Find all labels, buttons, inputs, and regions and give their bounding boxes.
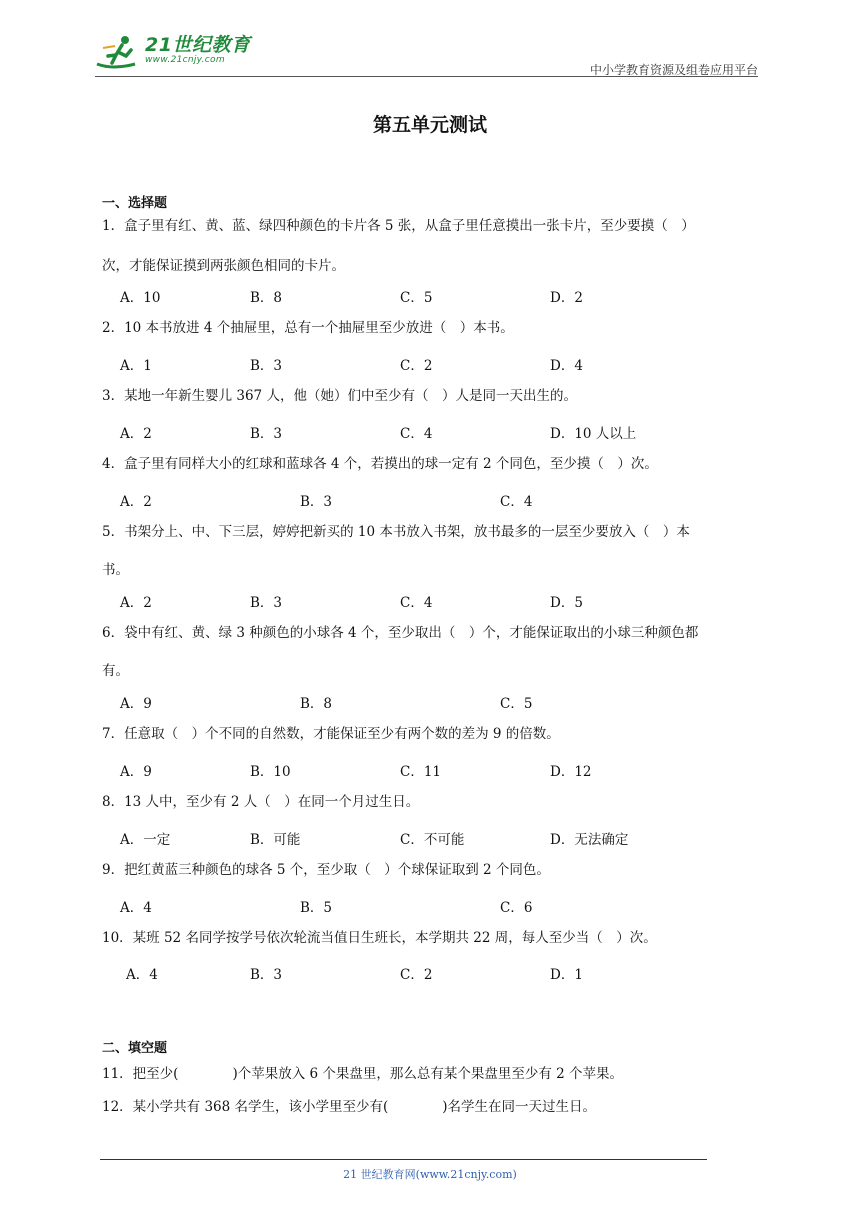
- option: A．4: [126, 967, 158, 983]
- option: A．9: [120, 696, 152, 712]
- question-2-options: [120, 354, 760, 374]
- option: A．2: [120, 426, 152, 442]
- option: D．12: [550, 764, 592, 780]
- option: C．4: [400, 426, 433, 442]
- question-8-options: [120, 828, 760, 848]
- option: A．4: [120, 900, 152, 916]
- option: C．不可能: [400, 832, 465, 848]
- question-1-cont: 次，才能保证摸到两张颜色相同的卡片。: [102, 258, 345, 274]
- option: B．3: [250, 426, 283, 442]
- question-11: 11．把至少( )个苹果放入 6 个果盘里，那么总有某个果盘里至少有 2 个苹果。: [102, 1066, 624, 1082]
- question-5-options: [120, 591, 760, 611]
- option: B．3: [250, 358, 283, 374]
- question-10: 10．某班 52 名同学按学号依次轮流当值日生班长，本学期共 22 周，每人至少当（ ）次。: [102, 930, 657, 946]
- runner-logo-icon: [95, 34, 141, 74]
- question-5-cont: 书。: [102, 562, 129, 578]
- platform-label: 中小学教育资源及组卷应用平台: [589, 63, 758, 77]
- option: C．4: [500, 494, 533, 510]
- question-1-options: [120, 286, 760, 306]
- option: D．无法确定: [550, 832, 629, 848]
- page-title: 第五单元测试: [372, 114, 487, 136]
- question-1: 1．盒子里有红、黄、蓝、绿四种颜色的卡片各 5 张，从盒子里任意摸出一张卡片，至少要摸（ ）: [102, 218, 695, 234]
- question-7: 7．任意取（ ）个不同的自然数，才能保证至少有两个数的差为 9 的倍数。: [102, 726, 560, 742]
- option: D．2: [550, 290, 583, 306]
- option: C．2: [400, 967, 433, 983]
- question-12: 12．某小学共有 368 名学生，该小学里至少有( )名学生在同一天过生日。: [102, 1099, 597, 1115]
- option: A．10: [120, 290, 161, 306]
- option: B．10: [250, 764, 291, 780]
- logo-url: www.21cnjy.com: [145, 55, 225, 65]
- question-5: 5．书架分上、中、下三层，婷婷把新买的 10 本书放入书架，放书最多的一层至少要放入（ ）本: [102, 524, 690, 540]
- question-4-options: [120, 490, 760, 510]
- footer-link[interactable]: 21 世纪教育网(www.21cnjy.com): [343, 1168, 517, 1181]
- option: D．5: [550, 595, 583, 611]
- option: D．1: [550, 967, 583, 983]
- option: D．4: [550, 358, 583, 374]
- option: D．10 人以上: [550, 426, 637, 442]
- section-fill-title: 二、填空题: [102, 1041, 168, 1056]
- option: B．3: [250, 595, 283, 611]
- option: A．2: [120, 595, 152, 611]
- footer-divider: [100, 1159, 707, 1160]
- question-3: 3．某地一年新生婴儿 367 人，他（她）们中至少有（ ）人是同一天出生的。: [102, 388, 577, 404]
- question-2: 2．10 本书放进 4 个抽屉里，总有一个抽屉里至少放进（ ）本书。: [102, 320, 514, 336]
- option: A．9: [120, 764, 152, 780]
- option: C．11: [400, 764, 442, 780]
- option: C．6: [500, 900, 533, 916]
- question-6-options: [120, 692, 760, 712]
- question-8: 8．13 人中，至少有 2 人（ ）在同一个月过生日。: [102, 794, 420, 810]
- option: B．5: [300, 900, 333, 916]
- question-7-options: [120, 760, 760, 780]
- option: A．2: [120, 494, 152, 510]
- option: B．3: [300, 494, 333, 510]
- option: B．8: [250, 290, 283, 306]
- question-10-options: [120, 963, 760, 983]
- question-9: 9．把红黄蓝三种颜色的球各 5 个，至少取（ ）个球保证取到 2 个同色。: [102, 862, 550, 878]
- option: B．8: [300, 696, 333, 712]
- option: C．2: [400, 358, 433, 374]
- option: B．可能: [250, 832, 301, 848]
- logo-title: 21世纪教育: [145, 34, 251, 56]
- section-choice-title: 一、选择题: [102, 196, 168, 211]
- logo: [95, 34, 250, 74]
- option: A．1: [120, 358, 152, 374]
- option: A．一定: [120, 832, 171, 848]
- option: B．3: [250, 967, 283, 983]
- question-6: 6．袋中有红、黄、绿 3 种颜色的小球各 4 个，至少取出（ ）个，才能保证取出的小球三种颜色都: [102, 625, 699, 641]
- question-9-options: [120, 896, 760, 916]
- question-4: 4．盒子里有同样大小的红球和蓝球各 4 个，若摸出的球一定有 2 个同色，至少摸（ ）次。: [102, 456, 658, 472]
- option: C．5: [400, 290, 433, 306]
- page-header: [95, 34, 758, 78]
- option: C．5: [500, 696, 533, 712]
- option: C．4: [400, 595, 433, 611]
- header-divider: [95, 76, 758, 77]
- question-3-options: [120, 422, 760, 442]
- question-6-cont: 有。: [102, 663, 129, 679]
